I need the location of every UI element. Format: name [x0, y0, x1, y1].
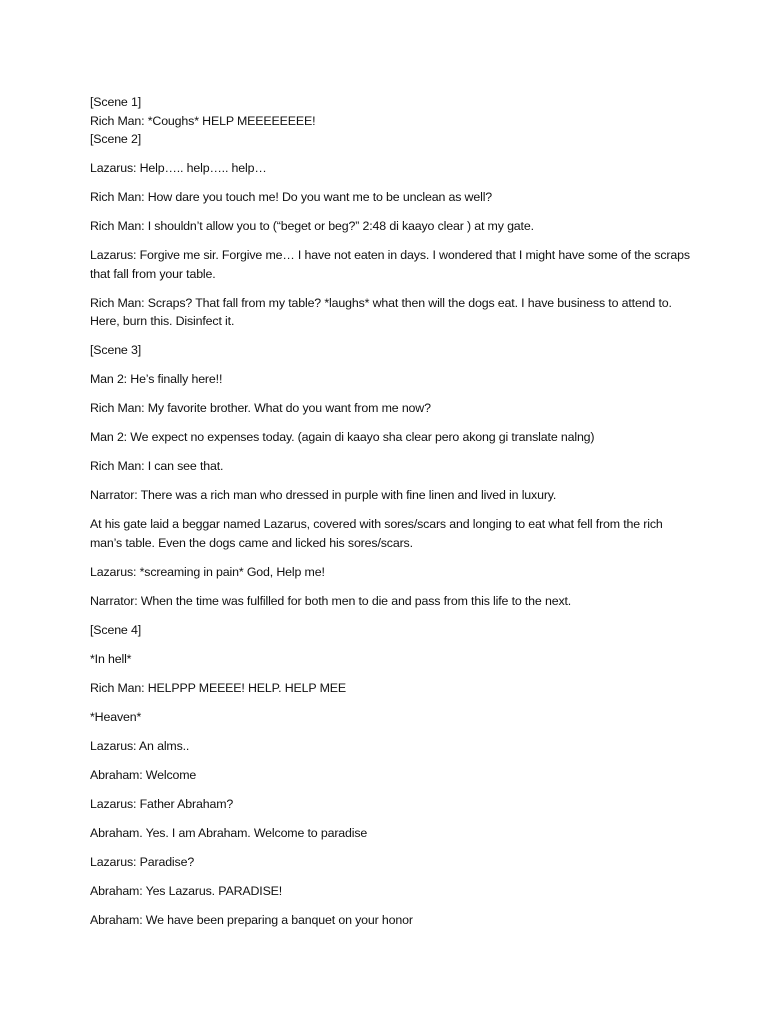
narration-line: At his gate laid a beggar named Lazarus, covered with sores/scars and longing to eat what fell from the rich man’s table. Even the dogs came and licked his sores/scars. [90, 517, 663, 550]
dialogue-line: Lazarus: Father Abraham? [90, 796, 234, 811]
dialogue-line: Rich Man: How dare you touch me! Do you want me to be unclean as well? [90, 190, 493, 204]
dialogue-line: Man 2: He’s finally here!! [90, 372, 223, 386]
dialogue-line: Abraham: Welcome [90, 767, 197, 782]
scene-heading: [Scene 2] [90, 132, 142, 146]
scene-heading: [Scene 3] [90, 343, 142, 357]
dialogue-line: Rich Man: Scraps? That fall from my table? *laughs* what then will the dogs eat. I have business to attend to. Here, burn this. Disinfect it. [90, 295, 672, 328]
dialogue-line: Abraham. Yes. I am Abraham. Welcome to paradise [90, 825, 368, 840]
dialogue-line: Abraham: Yes Lazarus. PARADISE! [90, 883, 283, 898]
scene-heading: [Scene 1] [90, 95, 142, 109]
dialogue-line: Man 2: We expect no expenses today. (again di kaayo sha clear pero akong gi translate nalng) [90, 430, 595, 444]
dialogue-line: Rich Man: *Coughs* HELP MEEEEEEEE! [90, 113, 316, 128]
stage-direction: *In hell* [90, 651, 132, 666]
dialogue-line: Lazarus: Help….. help….. help… [90, 161, 267, 175]
dialogue-line: Lazarus: Forgive me sir. Forgive me… I have not eaten in days. I wondered that I might have some of the scraps that fall from your table. [90, 248, 690, 281]
document-page [90, 93, 690, 940]
dialogue-line: Rich Man: I can see that. [90, 459, 224, 473]
scene-heading: [Scene 4] [90, 622, 142, 637]
stage-direction: *Heaven* [90, 709, 142, 724]
narration-line: Narrator: There was a rich man who dressed in purple with fine linen and lived in luxury. [90, 488, 557, 502]
dialogue-line: Lazarus: Paradise? [90, 854, 195, 869]
dialogue-line: Lazarus: *screaming in pain* God, Help me! [90, 564, 325, 579]
dialogue-line: Rich Man: HELPPP MEEEE! HELP. HELP MEE [90, 680, 346, 695]
dialogue-line: Rich Man: My favorite brother. What do you want from me now? [90, 401, 431, 415]
dialogue-line: Lazarus: An alms.. [90, 738, 190, 753]
dialogue-line: Rich Man: I shouldn’t allow you to (“beget or beg?” 2:48 di kaayo clear ) at my gate. [90, 219, 534, 233]
narration-line: Narrator: When the time was fulfilled for both men to die and pass from this life to the next. [90, 593, 572, 608]
dialogue-line: Abraham: We have been preparing a banquet on your honor [90, 912, 413, 927]
